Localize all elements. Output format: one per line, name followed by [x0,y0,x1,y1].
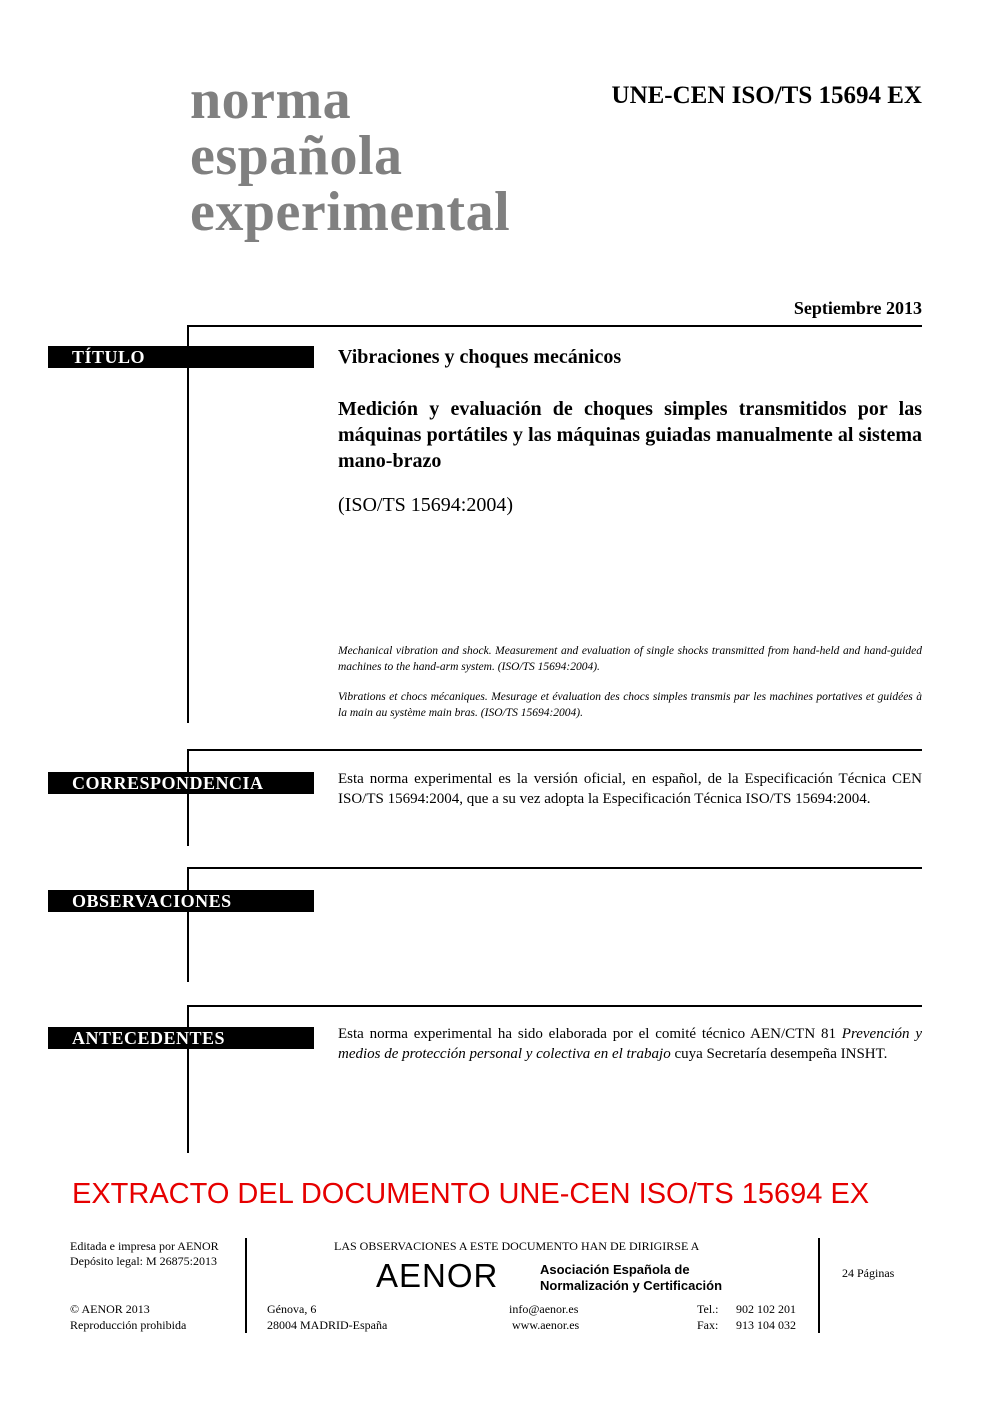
correspondencia-text: Esta norma experimental es la versión oficial, en español, de la Especificación Técnica CEN ISO/TS 15694:2004, que a su vez adopta la Especificación Técnica ISO/TS 15694:2004. [338,771,922,807]
antecedentes-text [338,1024,922,1064]
footer-address-1: Génova, 6 [267,1302,317,1316]
footer-page-count: 24 Páginas [842,1266,895,1280]
aenor-name-line-1: Asociación Española de [540,1262,690,1277]
vertical-rule-correspondencia [187,749,189,846]
title-french: Vibrations et chocs mécaniques. Mesurage et évaluation des chocs simples transmis par les machines portatives et guidées à la main au système main bras. (ISO/TS 15694:2004). [338,691,922,719]
vertical-rule-titulo [187,325,189,723]
footer-deposit: Depósito legal: M 26875:2013 [70,1254,217,1268]
footer-divider-left [245,1238,247,1333]
antecedentes-text-start: Esta norma experimental ha sido elaborada por el comité técnico AEN/CTN 81 [338,1026,842,1042]
title-subtitle: Medición y evaluación de choques simples transmitidos por las máquinas portátiles y las máquinas guiadas manualmente al sistema mano-brazo [338,398,922,472]
standard-code: UNE-CEN ISO/TS 15694 EX [611,82,922,109]
antecedentes-text-end: cuya Secretaría desempeña INSHT. [670,1046,888,1062]
footer-fax: 913 104 032 [736,1318,796,1332]
big-title-line-3: experimental [190,181,511,243]
label-antecedentes: ANTECEDENTES [48,1027,314,1049]
extract-notice: EXTRACTO DEL DOCUMENTO UNE-CEN ISO/TS 15694 EX [72,1178,870,1210]
label-correspondencia: CORRESPONDENCIA [48,772,314,794]
aenor-name-line-2: Normalización y Certificación [540,1278,723,1293]
footer-web[interactable]: www.aenor.es [512,1318,580,1332]
footer-reproduction: Reproducción prohibida [70,1318,187,1332]
footer-copyright: © AENOR 2013 [70,1302,150,1316]
vertical-rule-observaciones [187,867,189,982]
divider-titulo [188,325,922,327]
big-title-line-2: española [190,125,403,187]
title-english: Mechanical vibration and shock. Measurement and evaluation of single shocks transmitted from hand-held and hand-guided machines to the hand-arm system. (ISO/TS 15694:2004). [338,645,922,673]
footer-fax-label: Fax: [697,1318,719,1332]
aenor-logo: AENOR [376,1257,499,1294]
big-title [190,69,511,243]
antecedentes-committee-name: Prevención y medios de protección personal y colectiva en el trabajo [338,1026,922,1062]
footer-address-2: 28004 MADRID-España [267,1318,388,1332]
divider-observaciones [188,867,922,869]
publication-date: Septiembre 2013 [793,298,922,318]
divider-antecedentes [188,1005,922,1007]
divider-correspondencia [188,749,922,751]
label-observaciones: OBSERVACIONES [48,890,314,912]
footer-observations-note: LAS OBSERVACIONES A ESTE DOCUMENTO HAN DE DIRIGIRSE A [334,1239,700,1253]
aenor-organization-name [540,1262,722,1294]
footer-divider-right [818,1238,820,1333]
big-title-line-1: norma [190,69,352,131]
label-titulo: TÍTULO [48,346,314,368]
footer-email[interactable]: info@aenor.es [509,1302,579,1316]
title-iso-reference: (ISO/TS 15694:2004) [338,494,513,516]
footer-edited: Editada e impresa por AENOR [70,1239,219,1253]
footer-tel-label: Tel.: [697,1302,719,1316]
footer-tel: 902 102 201 [736,1302,796,1316]
title-heading: Vibraciones y choques mecánicos [338,346,622,368]
